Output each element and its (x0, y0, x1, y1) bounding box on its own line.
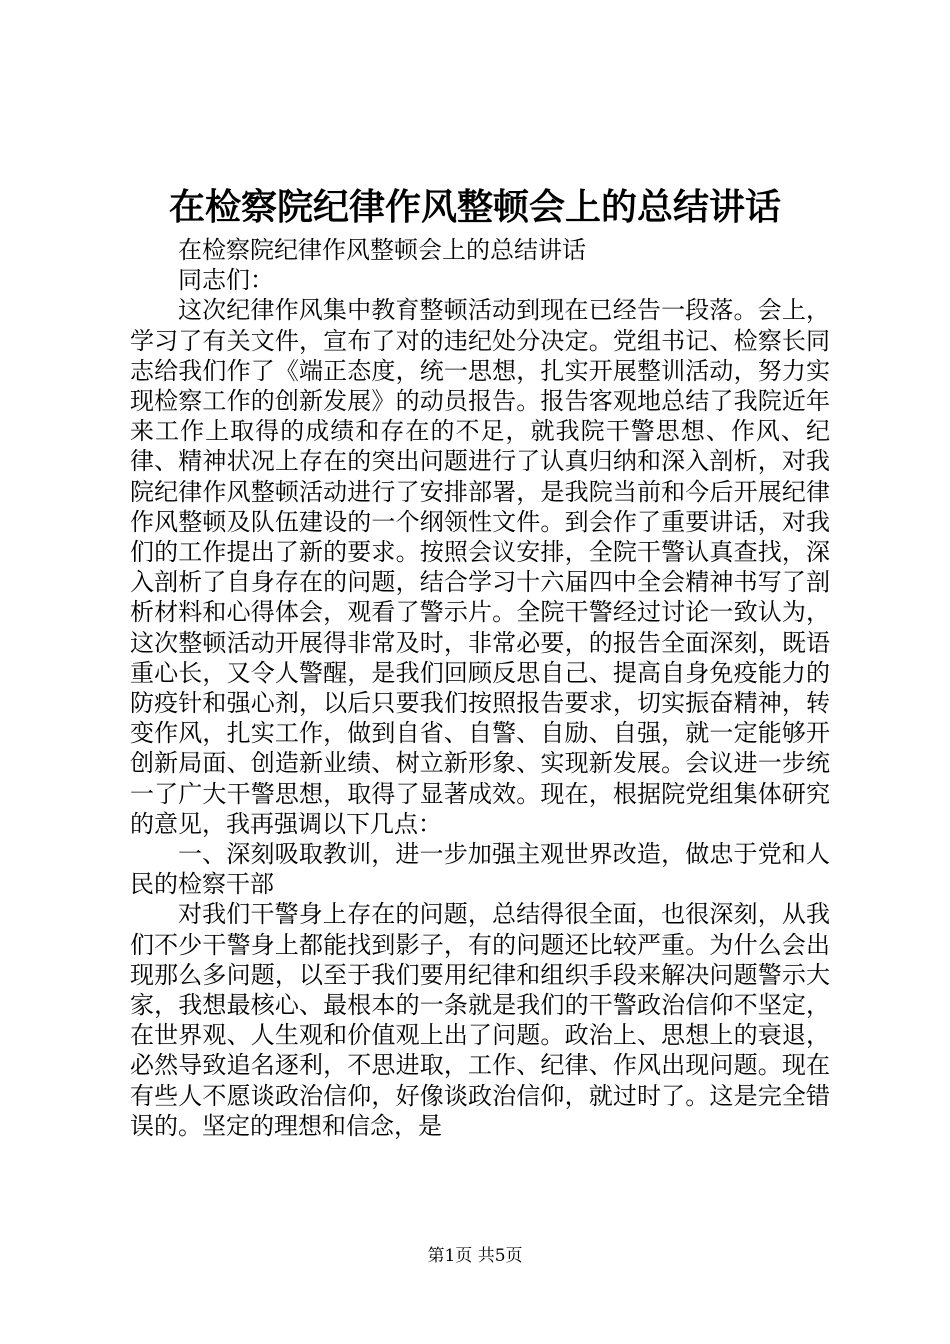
section-heading-paragraph: 一、深刻吸取教训，进一步加强主观世界改造，做忠于党和人民的检察干部 (130, 840, 830, 899)
document-title: 在检察院纪律作风整顿会上的总结讲话 (168, 186, 781, 228)
body-paragraph: 对我们干警身上存在的问题，总结得很全面，也很深刻，从我们不少干警身上都能找到影子，有的问题还比较严重。为什么会出现那么多问题，以至于我们要用纪律和组织手段来解决问题警示大家，我想最核心、最根本的一条就是我们的干警政治信仰不坚定，在世界观、人生观和价值观上出了问题。政治上、思想上的衰退，必然导致追名逐利，不思进取，工作、纪律、作风出现问题。现在有些人不愿谈政治信仰，好像谈政治信仰，就过时了。这是完全错误的。坚定的理想和信念，是 (130, 900, 830, 1140)
subtitle-paragraph: 在检察院纪律作风整顿会上的总结讲话 (178, 236, 586, 264)
document-body (130, 235, 830, 1141)
body-paragraph: 这次纪律作风集中教育整顿活动到现在已经告一段落。会上，学习了有关文件，宣布了对的违纪处分决定。党组书记、检察长同志给我们作了《端正态度，统一思想，扎实开展整训活动，努力实现检察工作的创新发展》的动员报告。报告客观地总结了我院近年来工作上取得的成绩和存在的不足，就我院干警思想、作风、纪律、精神状况上存在的突出问题进行了认真归纳和深入剖析，对我院纪律作风整顿活动进行了安排部署，是我院当前和今后开展纪律作风整顿及队伍建设的一个纲领性文件。到会作了重要讲话，对我们的工作提出了新的要求。按照会议安排，全院干警认真查找，深入剖析了自身存在的问题，结合学习十六届四中全会精神书写了剖析材料和心得体会，观看了警示片。全院干警经过讨论一致认为，这次整顿活动开展得非常及时，非常必要，的报告全面深刻，既语重心长，又令人警醒，是我们回顾反思自己、提高自身免疫能力的防疫针和强心剂，以后只要我们按照报告要求，切实振奋精神，转变作风，扎实工作，做到自省、自警、自励、自强，就一定能够开创新局面、创造新业绩、树立新形象、实现新发展。会议进一步统一了广大干警思想，取得了显著成效。现在，根据院党组集体研究的意见，我再强调以下几点： (130, 296, 830, 838)
page-number-footer: 第1页 共5页 (427, 1246, 523, 1266)
salutation-paragraph: 同志们： (178, 266, 274, 295)
